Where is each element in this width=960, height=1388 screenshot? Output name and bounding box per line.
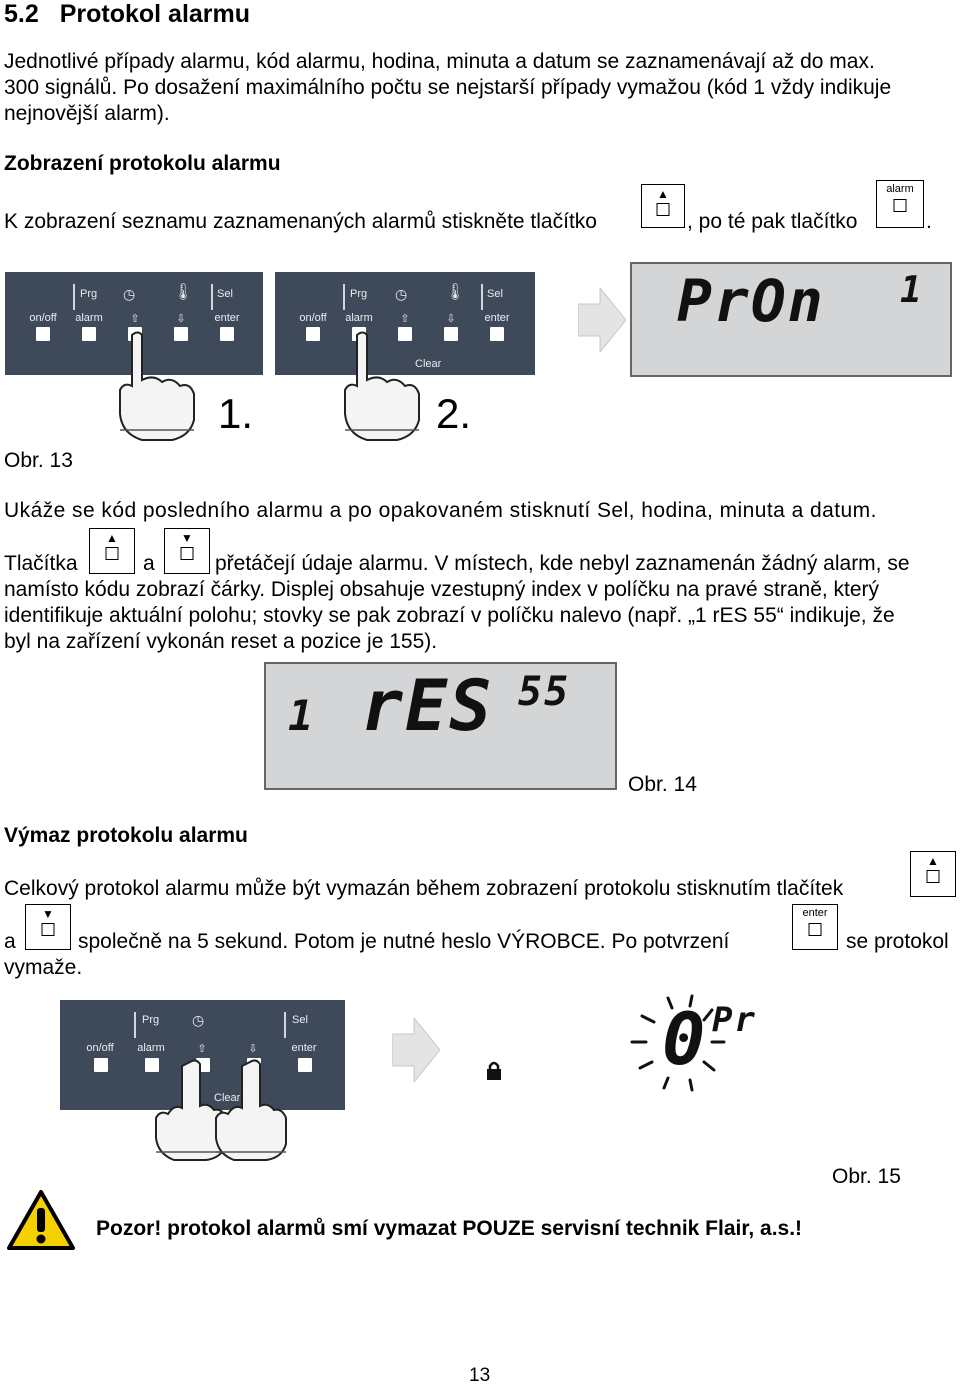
enter-label: enter	[214, 312, 240, 324]
enter-label: enter	[291, 1042, 317, 1054]
page-number: 13	[469, 1365, 491, 1386]
clear-line-2c: se protokol	[846, 930, 949, 953]
warning-text: Pozor! protokol alarmů smí vymazat POUZE servisní technik Flair, a.s.!	[96, 1217, 803, 1240]
thermometer-icon: 🌡	[173, 284, 194, 301]
clear-line-3: vymaže.	[4, 956, 83, 979]
alarm-key-icon	[876, 180, 924, 228]
right-arrow-icon	[392, 1018, 440, 1082]
warning-icon	[6, 1188, 76, 1252]
enter-label: enter	[484, 312, 510, 324]
pressing-hand-icon-2	[335, 330, 425, 442]
down-arrow-icon: ⇩	[446, 313, 456, 325]
display-heading: Zobrazení protokolu alarmu	[4, 152, 281, 175]
lcd-main-text: PrOn	[677, 267, 825, 335]
clear-line-1: Celkový protokol alarmu může být vymazán během zobrazení protokolu stisknutím tlačítek	[4, 877, 844, 900]
alarm-key-label: alarm	[886, 183, 914, 195]
clock-icon: ◷	[192, 1012, 205, 1028]
lcd-display-fig13	[630, 262, 952, 377]
lcd-index: 55	[518, 669, 571, 715]
sel-label: Sel	[217, 288, 233, 300]
thermometer-icon: 🌡	[445, 284, 466, 301]
up-arrow-icon: ⇧	[130, 313, 140, 325]
intro-line-1: Jednotlivé případy alarmu, kód alarmu, hodina, minuta a datum se zaznamenávají až do max.	[4, 50, 875, 73]
up-arrow-icon: ⇧	[400, 313, 410, 325]
down-button[interactable]	[444, 327, 458, 341]
step-1-label: 1.	[218, 390, 254, 437]
clock-icon: ◷	[395, 286, 408, 302]
enter-key-label: enter	[802, 907, 828, 919]
display-instruction-a: K zobrazení seznamu zaznamenaných alarmů stiskněte tlačítko	[4, 210, 597, 233]
onoff-label: on/off	[29, 312, 57, 324]
explanation-line-2a: Tlačítka	[4, 552, 78, 575]
onoff-button[interactable]	[94, 1058, 108, 1072]
lcd-left-digit: 1	[288, 691, 316, 740]
enter-button[interactable]	[298, 1058, 312, 1072]
down-arrow-icon: ⇩	[248, 1043, 258, 1055]
onoff-label: on/off	[86, 1042, 114, 1054]
onoff-button[interactable]	[36, 327, 50, 341]
onoff-label: on/off	[299, 312, 327, 324]
enter-button[interactable]	[490, 327, 504, 341]
clock-icon: ◷	[123, 286, 136, 302]
up-key-icon: ▲	[910, 851, 956, 897]
pressing-hand-icon-1	[110, 330, 200, 442]
lcd-main-text: rES	[361, 665, 494, 747]
intro-line-2: 300 signálů. Po dosažení maximálního počtu se nejstarší případy vymažou (kód 1 vždy indikuje	[4, 76, 892, 99]
fig15-caption: Obr. 15	[832, 1165, 901, 1188]
section-title: Protokol alarmu	[59, 0, 251, 28]
down-arrow-icon: ⇩	[176, 313, 186, 325]
enter-button[interactable]	[220, 327, 234, 341]
step-2-label: 2.	[436, 390, 472, 437]
lock-icon	[484, 1060, 504, 1082]
explanation-line-3: namísto kódu zobrazí čárky. Displej obsahuje vzestupný index v políčku na pravé straně, který	[4, 578, 880, 601]
sel-label: Sel	[487, 288, 503, 300]
pressing-hand-icon-4	[210, 1058, 290, 1162]
fig13-caption: Obr. 13	[4, 449, 73, 472]
down-key-icon: ▼	[25, 904, 71, 950]
prg-label: Prg	[350, 288, 368, 300]
enter-key-icon	[792, 904, 838, 950]
section-number: 5.2	[4, 0, 39, 28]
clear-line-2a: a	[4, 930, 16, 953]
prg-label: Prg	[80, 288, 98, 300]
explanation-line-5: byl na zařízení vykonán reset a pozice je 155).	[4, 630, 438, 653]
alarm-label: alarm	[75, 312, 103, 324]
alarm-button[interactable]	[82, 327, 96, 341]
prg-label: Prg	[142, 1014, 160, 1026]
explanation-line-4: identifikuje aktuální polohu; stovky se pak zobrazí v políčku nalevo (např. „1 rES 55“ indikuje, že	[4, 604, 895, 627]
lcd-big-digit: 0	[662, 997, 708, 1081]
alarm-label: alarm	[345, 312, 373, 324]
clear-line-2b: společně na 5 sekund. Potom je nutné heslo VÝROBCE. Po potvrzení	[78, 930, 730, 953]
up-arrow-icon: ▲	[657, 187, 669, 201]
explanation-line-2b: a	[143, 552, 155, 575]
explanation-line-2c: přetáčejí údaje alarmu. V místech, kde nebyl zaznamenán žádný alarm, se	[215, 552, 910, 575]
clear-label: Clear	[214, 1092, 241, 1104]
down-arrow-icon: ▼	[181, 531, 193, 545]
lcd-small-text: Pr	[712, 1000, 757, 1040]
alarm-label: alarm	[137, 1042, 165, 1054]
display-instruction-b: , po té pak tlačítko	[687, 210, 858, 233]
clear-label: Clear	[415, 358, 442, 370]
lcd-index: 1	[900, 270, 924, 311]
down-key-icon	[164, 528, 210, 574]
section-heading	[4, 0, 250, 29]
fig14-caption: Obr. 14	[628, 773, 697, 796]
up-key-icon: ▲	[89, 528, 135, 574]
up-key-icon	[641, 184, 685, 228]
lcd-display-fig15	[470, 990, 790, 1110]
lcd-display-fig14	[264, 662, 617, 790]
display-instruction-c: .	[926, 210, 932, 233]
clear-heading: Výmaz protokolu alarmu	[4, 824, 248, 847]
explanation-line-1: Ukáže se kód posledního alarmu a po opakovaném stisknutí Sel, hodina, minuta a datum.	[4, 499, 877, 522]
onoff-button[interactable]	[306, 327, 320, 341]
sel-label: Sel	[292, 1014, 308, 1026]
right-arrow-icon	[578, 288, 626, 352]
intro-line-3: nejnovější alarm).	[4, 102, 170, 125]
up-arrow-icon: ⇧	[197, 1043, 207, 1055]
